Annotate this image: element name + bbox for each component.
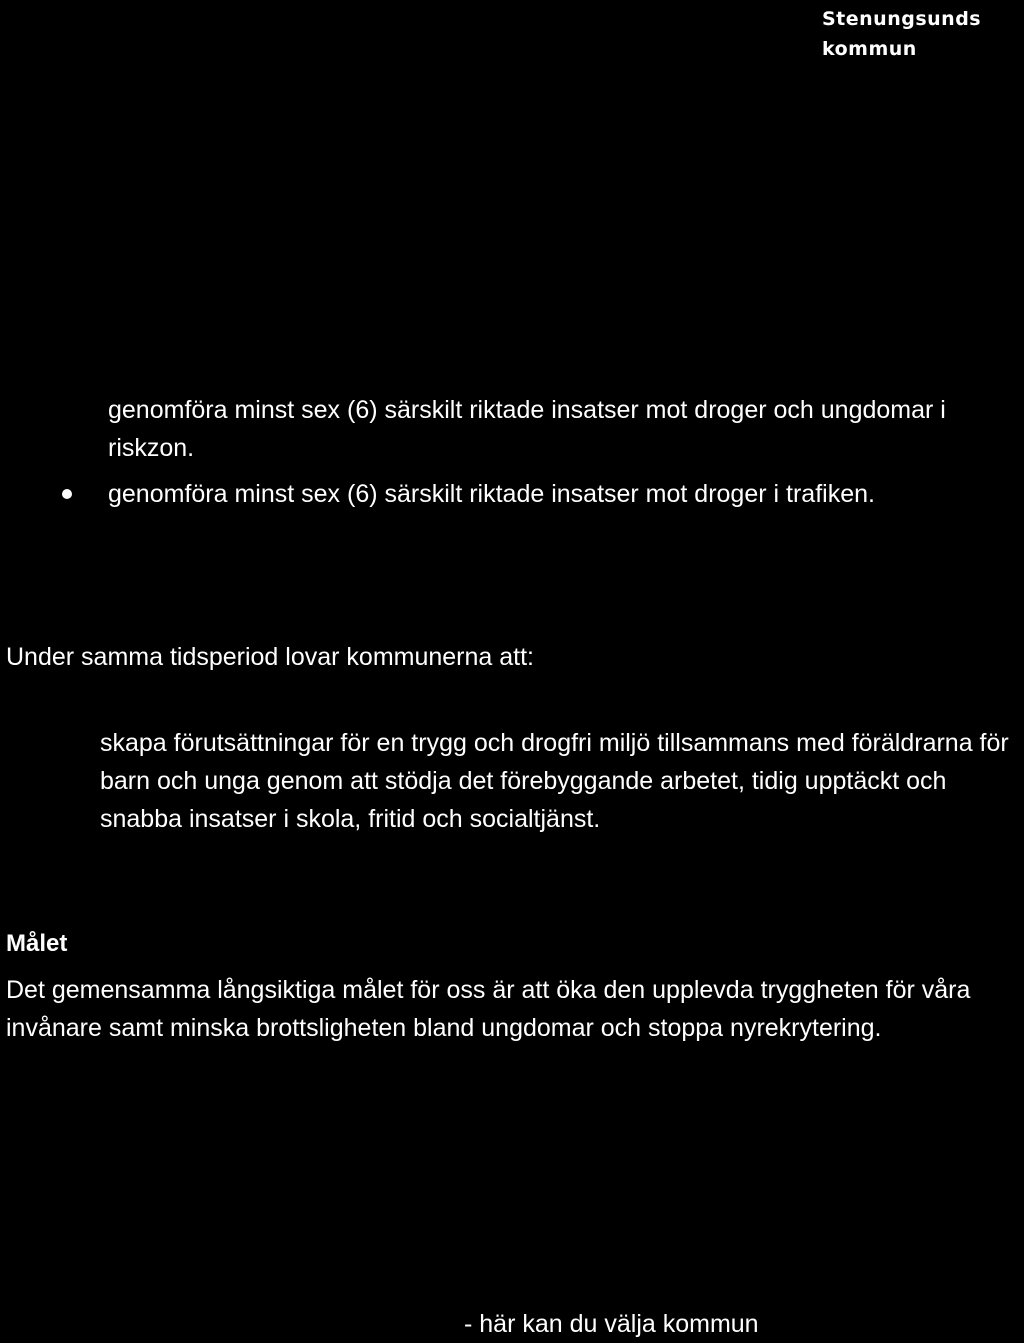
bullet-item-drugs-youth: genomföra minst sex (6) särskilt riktade insatser mot droger och ungdomar i riskzon. bbox=[108, 396, 946, 462]
bullet-dot-icon bbox=[62, 489, 72, 499]
municipality-logo bbox=[822, 4, 981, 64]
logo-line-2: kommun bbox=[822, 38, 917, 60]
municipalities-intro: Under samma tidsperiod lovar kommunerna att: bbox=[6, 643, 535, 671]
goal-text: Det gemensamma långsiktiga målet för oss är att öka den upplevda tryggheten för våra invånare samt minska brottsligheten bland ungdomar och stoppa nyrekrytering. bbox=[6, 976, 971, 1042]
municipalities-promise: skapa förutsättningar för en trygg och drogfri miljö tillsammans med föräldrarna för barn och unga genom att stödja det förebyggande arbetet, tidig upptäckt och snabba insatser i skola, fritid och socialtjänst. bbox=[100, 729, 1009, 833]
logo-line-1: Stenungsunds bbox=[822, 8, 982, 30]
bullet-item-drugs-traffic: genomföra minst sex (6) särskilt riktade insatser mot droger i trafiken. bbox=[108, 480, 875, 508]
goal-heading: Målet bbox=[6, 930, 68, 957]
choose-municipality-note: - här kan du välja kommun bbox=[464, 1310, 759, 1338]
